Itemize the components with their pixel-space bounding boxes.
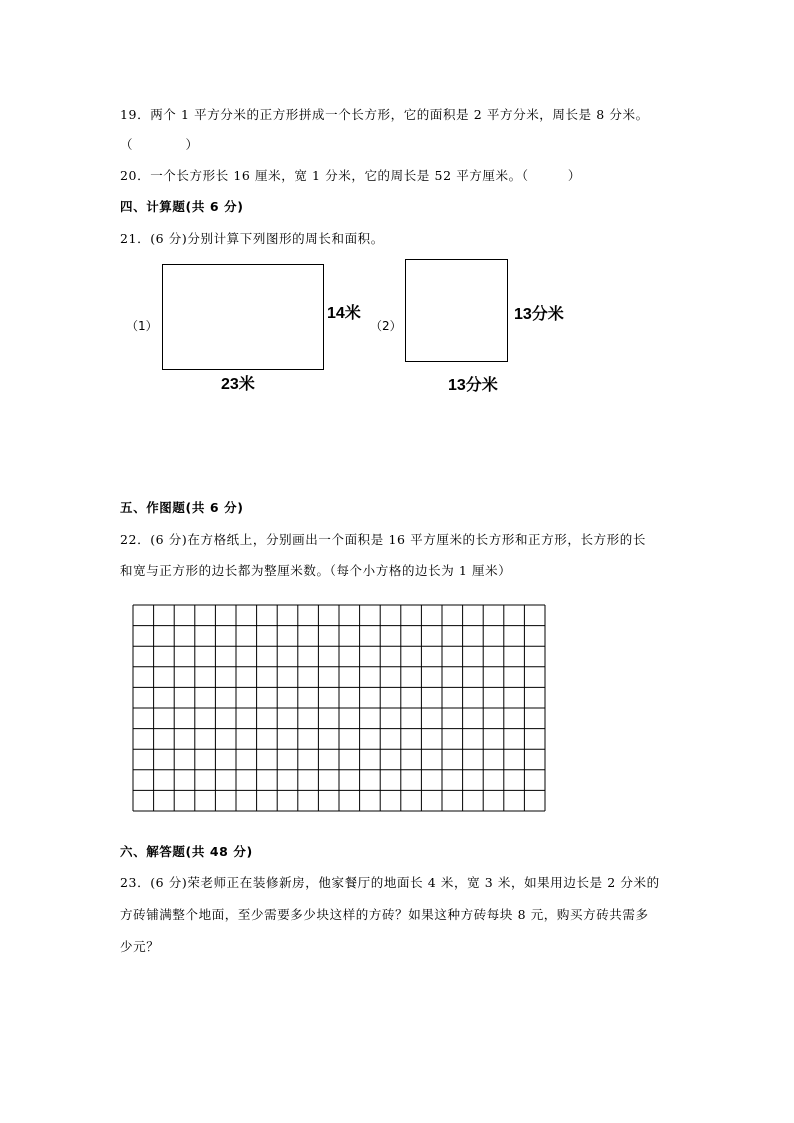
question-20: 20．一个长方形长 16 厘米，宽 1 分米，它的周长是 52 平方厘米。（ ） bbox=[120, 168, 581, 183]
figure-2-width-label: 13分米 bbox=[448, 377, 498, 394]
section-5-heading: 五、作图题(共 6 分) bbox=[120, 500, 244, 515]
figure-2-square bbox=[405, 259, 508, 362]
question-22-line2: 和宽与正方形的边长都为整厘米数。（每个小方格的边长为 1 厘米） bbox=[120, 563, 512, 578]
section-6-heading: 六、解答题(共 48 分) bbox=[120, 844, 253, 859]
question-22-line1: 22．(6 分)在方格纸上，分别画出一个面积是 16 平方厘米的长方形和正方形，长方形的长 bbox=[120, 532, 646, 547]
square-grid-paper bbox=[132, 604, 546, 814]
question-21: 21．(6 分)分别计算下列图形的周长和面积。 bbox=[120, 231, 384, 246]
figure-2-label: （2） bbox=[370, 319, 402, 333]
question-23-line2: 方砖铺满整个地面，至少需要多少块这样的方砖？如果这种方砖每块 8 元，购买方砖共需多 bbox=[120, 907, 649, 922]
question-23-line1: 23．(6 分)荣老师正在装修新房，他家餐厅的地面长 4 米，宽 3 米，如果用边长是 2 分米的 bbox=[120, 875, 660, 890]
figure-1-width-label: 23米 bbox=[221, 376, 255, 393]
figure-2-height-label: 13分米 bbox=[514, 306, 564, 323]
question-19-answer-paren: （ ） bbox=[120, 137, 199, 152]
question-19-line1: 19．两个 1 平方分米的正方形拼成一个长方形，它的面积是 2 平方分米，周长是 8 分米。 bbox=[120, 107, 649, 122]
figure-1-height-label: 14米 bbox=[327, 305, 361, 322]
figure-1-label: （1） bbox=[126, 319, 158, 333]
figure-1-rectangle bbox=[162, 264, 324, 370]
section-4-heading: 四、计算题(共 6 分) bbox=[120, 199, 244, 214]
question-23-line3: 少元？ bbox=[120, 939, 160, 954]
